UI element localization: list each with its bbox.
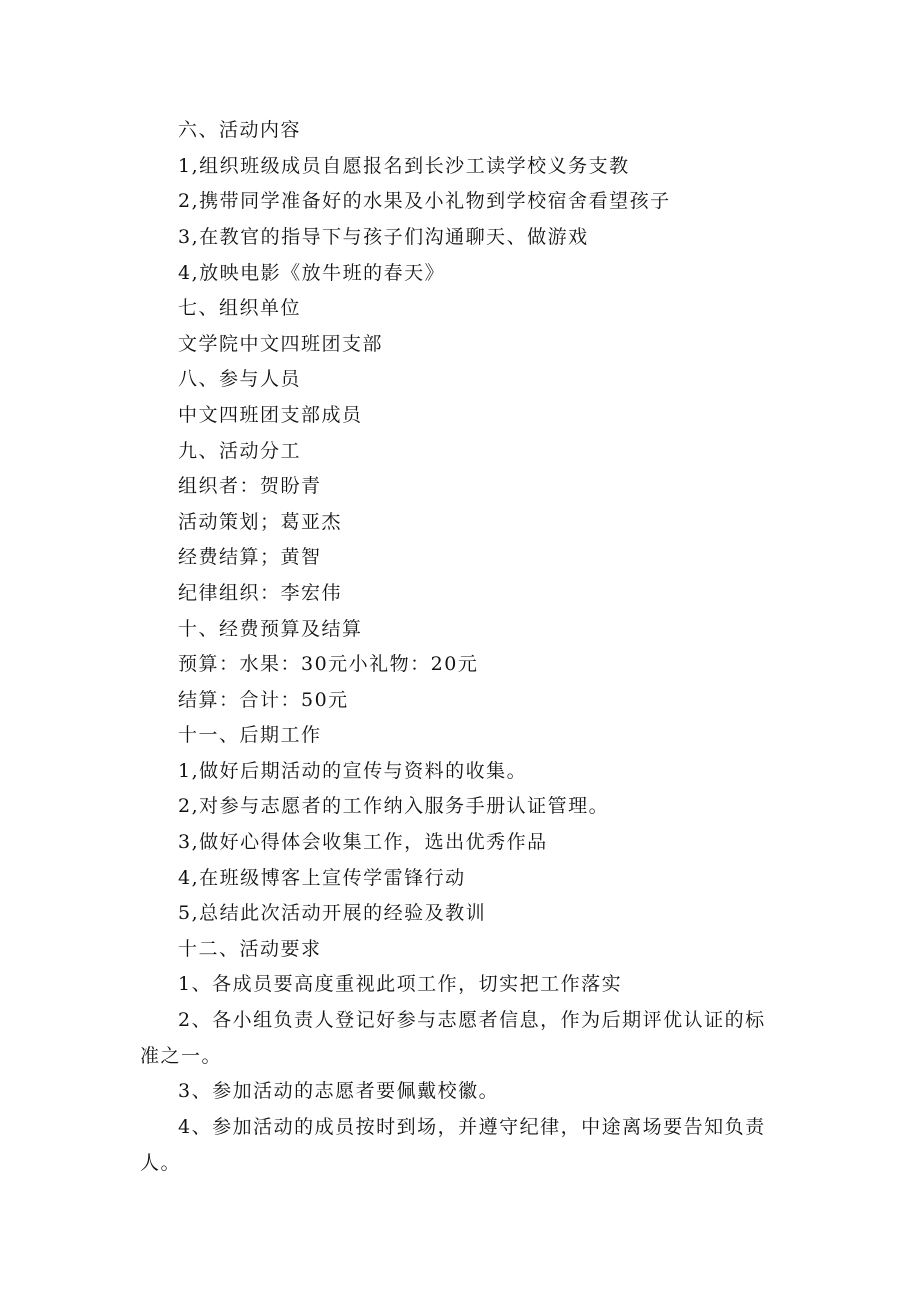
requirement-item: 1、各成员要高度重视此项工作，切实把工作落实	[178, 973, 623, 995]
follow-up-item: 3,做好心得体会收集工作，选出优秀作品	[178, 831, 548, 853]
division-item: 活动策划；葛亚杰	[178, 511, 343, 533]
budget-item: 预算：水果：30元小礼物：20元	[178, 653, 479, 675]
activity-content-item: 2,携带同学准备好的水果及小礼物到学校宿舍看望孩子	[178, 190, 671, 212]
follow-up-item: 4,在班级博客上宣传学雷锋行动	[178, 867, 466, 889]
requirement-item: 4、参加活动的成员按时到场，并遵守纪律，中途离场要告知负责人。	[140, 1116, 766, 1174]
section-heading-organizer: 七、组织单位	[178, 297, 302, 319]
participants-text: 中文四班团支部成员	[178, 404, 363, 426]
activity-content-item: 3,在教官的指导下与孩子们沟通聊天、做游戏	[178, 226, 589, 248]
activity-content-item: 1,组织班级成员自愿报名到长沙工读学校义务支教	[178, 155, 630, 177]
activity-content-item: 4,放映电影《放牛班的春天》	[178, 262, 446, 284]
section-heading-participants: 八、参与人员	[178, 368, 302, 390]
section-heading-follow-up: 十一、后期工作	[178, 724, 322, 746]
requirement-item: 3、参加活动的志愿者要佩戴校徽。	[178, 1080, 500, 1102]
section-heading-activity-content: 六、活动内容	[178, 119, 302, 141]
follow-up-item: 1,做好后期活动的宣传与资料的收集。	[178, 760, 528, 782]
requirement-item: 2、各小组负责人登记好参与志愿者信息，作为后期评优认证的标准之一。	[140, 1009, 766, 1067]
follow-up-item: 5,总结此次活动开展的经验及教训	[178, 902, 487, 924]
follow-up-item: 2,对参与志愿者的工作纳入服务手册认证管理。	[178, 795, 610, 817]
organizer-text: 文学院中文四班团支部	[178, 333, 384, 355]
budget-item: 结算：合计：50元	[178, 689, 349, 711]
division-item: 组织者：贺盼青	[178, 475, 322, 497]
section-heading-division-of-labor: 九、活动分工	[178, 440, 302, 462]
division-item: 经费结算；黄智	[178, 546, 322, 568]
section-heading-requirements: 十二、活动要求	[178, 938, 322, 960]
division-item: 纪律组织：李宏伟	[178, 582, 343, 604]
section-heading-budget: 十、经费预算及结算	[178, 618, 363, 640]
